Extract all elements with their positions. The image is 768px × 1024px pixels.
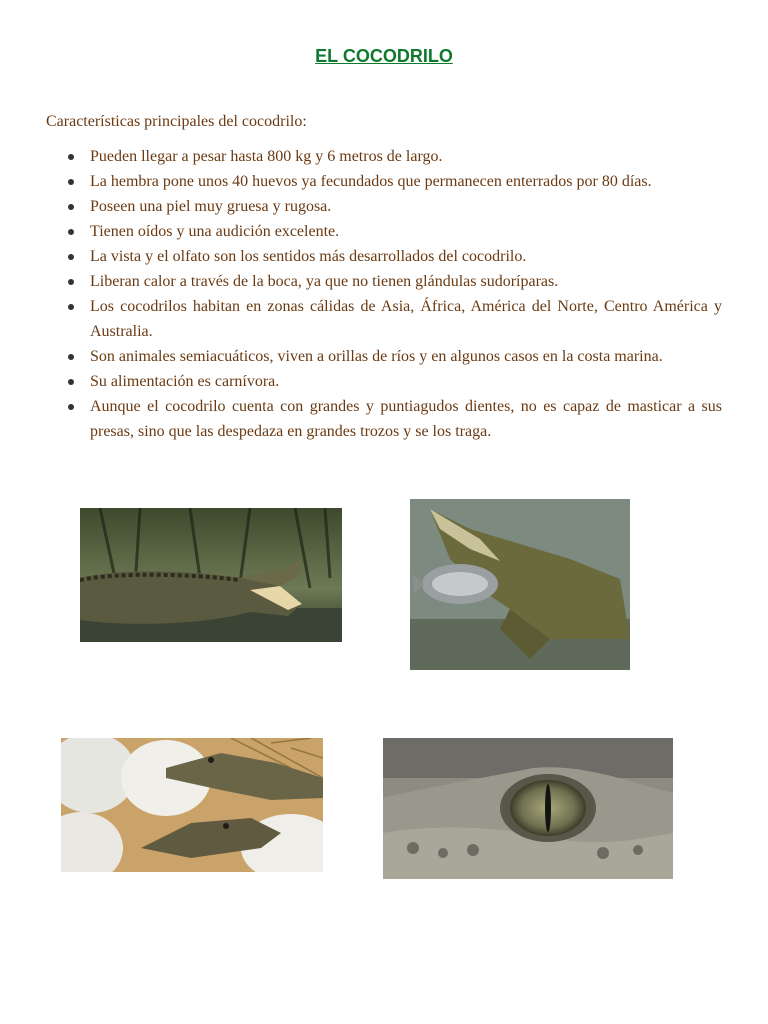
bullet-icon <box>68 254 74 260</box>
list-item: Su alimentación es carnívora. <box>64 369 722 394</box>
page-title: EL COCODRILO <box>315 46 453 66</box>
list-item: Liberan calor a través de la boca, ya que no tienen glándulas sudoríparas. <box>64 269 722 294</box>
baby-crocodiles-hatching-photo <box>61 738 323 872</box>
bullet-icon <box>68 304 74 310</box>
bullet-icon <box>68 379 74 385</box>
bullet-icon <box>68 279 74 285</box>
characteristics-list <box>64 144 722 444</box>
crocodile-eye-closeup-photo <box>383 738 673 879</box>
crocodile-open-mouth-photo <box>80 508 342 642</box>
list-item: Los cocodrilos habitan en zonas cálidas de Asia, África, América del Norte, Centro América y Australia. <box>64 294 722 344</box>
crocodile-eating-fish-photo <box>410 499 630 670</box>
list-item: La vista y el olfato son los sentidos más desarrollados del cocodrilo. <box>64 244 722 269</box>
list-item: Tienen oídos y una audición excelente. <box>64 219 722 244</box>
bullet-icon <box>68 404 74 410</box>
list-item: Aunque el cocodrilo cuenta con grandes y puntiagudos dientes, no es capaz de masticar a sus presas, sino que las despedaza en grandes trozos y se los traga. <box>64 394 722 444</box>
bullet-icon <box>68 229 74 235</box>
bullet-icon <box>68 204 74 210</box>
list-item: La hembra pone unos 40 huevos ya fecundados que permanecen enterrados por 80 días. <box>64 169 722 194</box>
bullet-icon <box>68 179 74 185</box>
bullet-icon <box>68 154 74 160</box>
list-item: Poseen una piel muy gruesa y rugosa. <box>64 194 722 219</box>
list-item: Son animales semiacuáticos, viven a orillas de ríos y en algunos casos en la costa marina. <box>64 344 722 369</box>
bullet-icon <box>68 354 74 360</box>
list-item: Pueden llegar a pesar hasta 800 kg y 6 metros de largo. <box>64 144 722 169</box>
intro-text: Características principales del cocodrilo: <box>46 113 307 130</box>
